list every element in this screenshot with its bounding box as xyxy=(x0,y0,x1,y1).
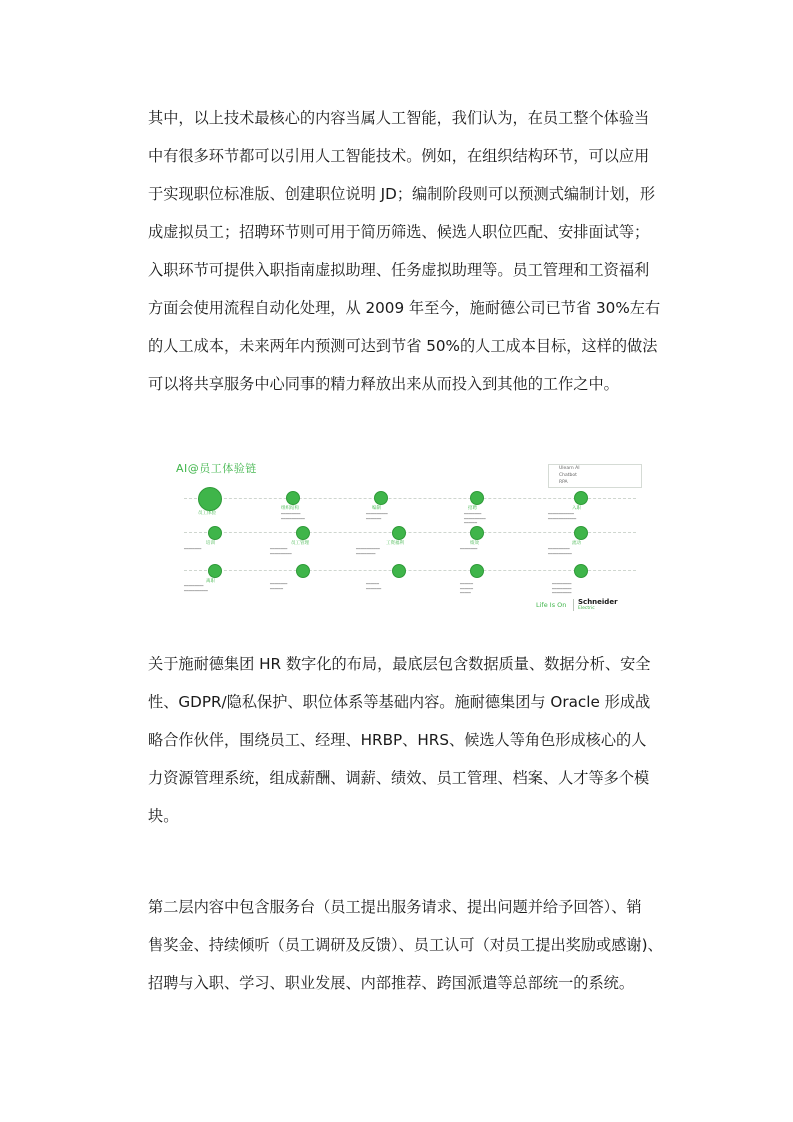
slogan: Life Is On xyxy=(536,601,567,609)
paragraph-hr-digital xyxy=(148,645,651,835)
text-line: 入职环节可提供入职指南虚拟助理、任务虚拟助理等。员工管理和工资福利 xyxy=(148,261,650,279)
logo-divider xyxy=(573,599,574,611)
stage-label: 组织结构 xyxy=(281,506,299,511)
text-line: 招聘与入职、学习、职业发展、内部推荐、跨国派遣等总部统一的系统。 xyxy=(148,974,634,992)
brand-name: Schneider xyxy=(578,598,618,606)
stage-label: 培训 xyxy=(206,541,215,546)
legend-item: RPA xyxy=(559,480,568,485)
onboard-icon xyxy=(574,491,588,505)
text-line: 于实现职位标准版、创建职位说明 JD；编制阶段则可以预测式编制计划，形 xyxy=(148,185,656,203)
stage-detail: ━━━━━━ ━━━━━━━ xyxy=(366,582,382,591)
stage-detail: ━━━━━━━━ ━━━━━━ xyxy=(270,582,288,591)
stage-detail: ━━━━━━ ━━━━━━ ━━━━━ xyxy=(460,582,473,596)
exit-icon xyxy=(208,564,222,578)
figure-legend xyxy=(548,464,642,488)
planning-icon xyxy=(374,491,388,505)
stage-detail: ━━━━━━━━ xyxy=(460,547,478,551)
stage-detail: ━━━━━━━━━ ━━━━━━━━━━━ xyxy=(281,512,305,521)
chain-line xyxy=(184,532,636,533)
text-line: 的人工成本，未来两年内预测可达到节省 50%的人工成本目标，这样的做法 xyxy=(148,337,658,355)
text-line: 成虚拟员工；招聘环节则可用于简历筛选、候选人职位匹配、安排面试等； xyxy=(148,223,650,241)
text-line: 可以将共享服务中心同事的精力释放出来从而投入到其他的工作之中。 xyxy=(148,375,619,393)
stage-label: 员工管理 xyxy=(291,541,309,546)
text-line: 块。 xyxy=(148,807,179,825)
stage-label: 入职 xyxy=(572,506,581,511)
employee-experience-chain-figure xyxy=(170,460,645,615)
management-icon xyxy=(296,526,310,540)
stage-detail: ━━━━━━━━ ━━━━━━━━━━ xyxy=(270,547,292,556)
employee-icon xyxy=(198,487,222,511)
chain-node-icon xyxy=(296,564,310,578)
text-line: 中有很多环节都可以引用人工智能技术。例如，在组织结构环节，可以应用 xyxy=(148,147,650,165)
payroll-icon xyxy=(392,526,406,540)
stage-detail: ━━━━━━━━━ ━━━━━━━━━ ━━━━━━━━━ xyxy=(552,582,572,596)
stage-detail: ━━━━━━━━ xyxy=(184,547,202,551)
stage-detail: ━━━━━━━━━━━ ━━━━━━━━━ xyxy=(356,547,380,556)
performance-icon xyxy=(470,526,484,540)
training-icon xyxy=(208,526,222,540)
text-line: 方面会使用流程自动化处理，从 2009 年至今，施耐德公司已节省 30%左右 xyxy=(148,299,661,317)
recruit-icon xyxy=(470,491,484,505)
mobility-icon xyxy=(574,526,588,540)
company-logo xyxy=(536,598,642,612)
chain-node-icon xyxy=(392,564,406,578)
stage-detail: ━━━━━━━━━━━━ ━━━━━━━━━━━━━ xyxy=(548,512,577,521)
text-line: 关于施耐德集团 HR 数字化的布局，最底层包含数据质量、数据分析、安全 xyxy=(148,655,651,673)
legend-item: Chatbot xyxy=(559,473,577,478)
chain-node-icon xyxy=(574,564,588,578)
text-line: 略合作伙伴，围绕员工、经理、HRBP、HRS、候选人等角色形成核心的人 xyxy=(148,731,647,749)
stage-detail: ━━━━━━━━━ ━━━━━━━━━━━ xyxy=(184,584,208,593)
brand-sub: Electric xyxy=(578,606,595,611)
text-line: 售奖金、持续倾听（员工调研及反馈）、员工认可（对员工提出奖励或感谢)、 xyxy=(148,936,663,954)
chain-node-icon xyxy=(470,564,484,578)
text-line: 性、GDPR/隐私保护、职位体系等基础内容。施耐德集团与 Oracle 形成战 xyxy=(148,693,651,711)
chain-line xyxy=(184,570,636,571)
stage-label: 编制 xyxy=(372,506,381,511)
stage-label: 招聘 xyxy=(468,506,477,511)
paragraph-ai xyxy=(148,99,661,403)
stage-detail: ━━━━━━━━ ━━━━━━━━━━ ━━━━━━ xyxy=(464,512,486,526)
text-line: 力资源管理系统，组成薪酬、调薪、绩效、员工管理、档案、人才等多个模 xyxy=(148,769,650,787)
stage-label: 工资福利 xyxy=(386,541,404,546)
paragraph-second-layer xyxy=(148,888,663,1002)
stage-detail: ━━━━━━━━━━ ━━━━━━━ xyxy=(366,512,388,521)
stage-detail: ━━━━━━━━━━ ━━━━━━━━━━━ xyxy=(548,547,572,556)
stage-label: 绩效 xyxy=(470,541,479,546)
stage-label: 离职 xyxy=(206,579,215,584)
figure-title: AI@员工体验链 xyxy=(176,462,257,475)
start-label: 员工体验 xyxy=(198,511,216,516)
legend-item: Ulearn AI xyxy=(559,466,580,471)
text-line: 其中，以上技术最核心的内容当属人工智能，我们认为，在员工整个体验当 xyxy=(148,109,650,127)
org-icon xyxy=(286,491,300,505)
stage-label: 流动 xyxy=(572,541,581,546)
text-line: 第二层内容中包含服务台（员工提出服务请求、提出问题并给予回答）、销 xyxy=(148,898,642,916)
chain-line xyxy=(184,498,636,499)
